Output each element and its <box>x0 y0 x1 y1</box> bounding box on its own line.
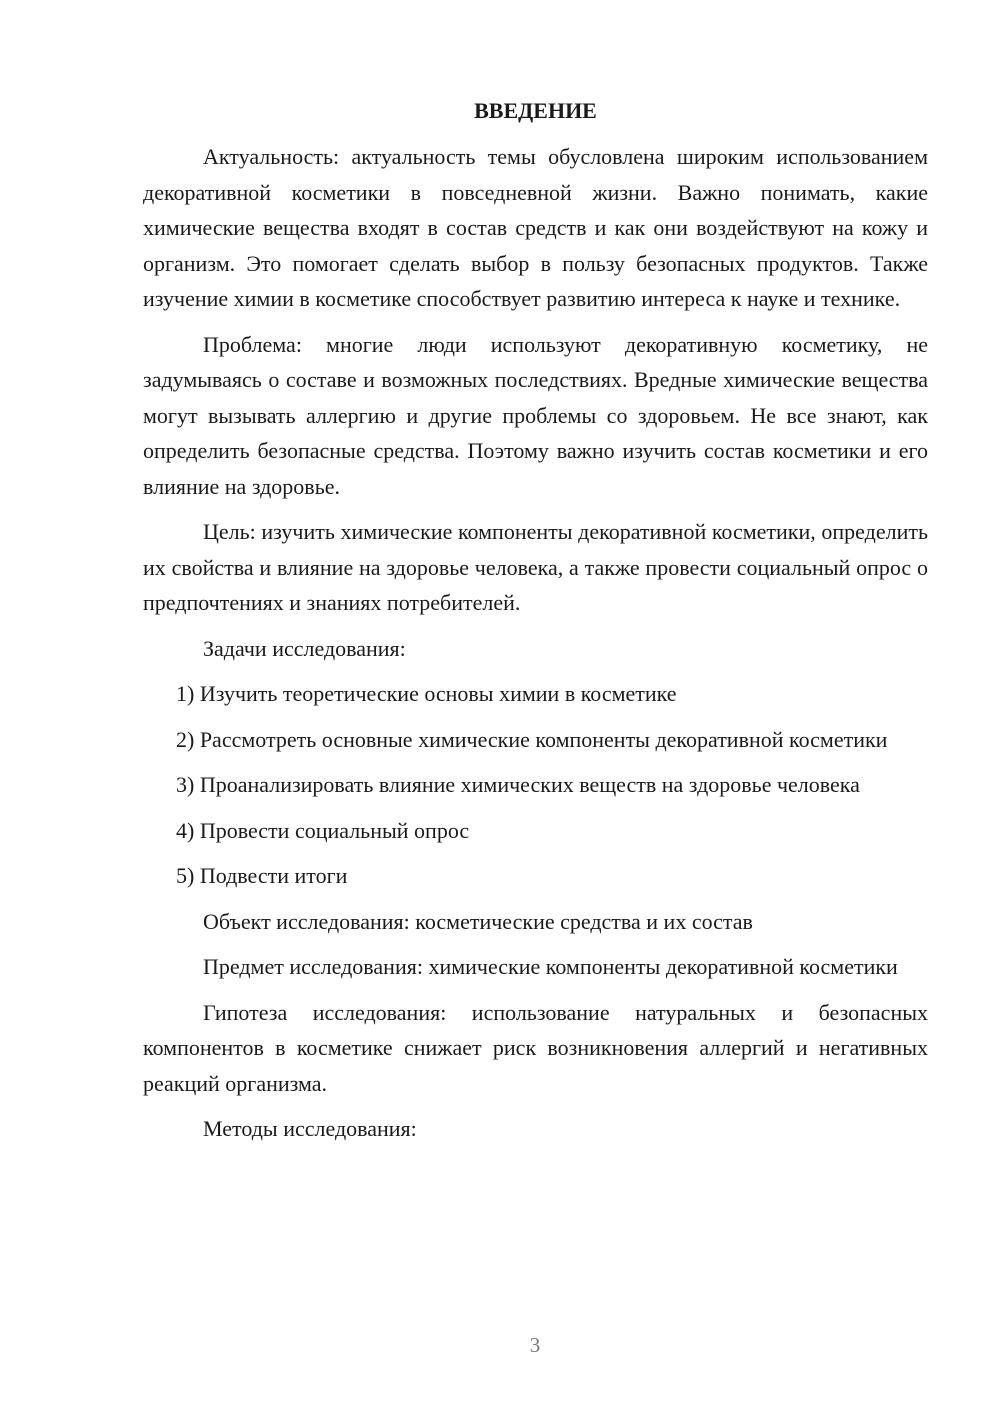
methods-paragraph: Методы исследования: <box>203 1116 417 1141</box>
task-item-2: 2) Рассмотреть основные химические компоненты декоративной косметики <box>176 726 888 752</box>
task-item-1: 1) Изучить теоретические основы химии в косметике <box>176 681 677 706</box>
task-item-4: 4) Провести социальный опрос <box>176 817 470 843</box>
relevance-paragraph: Актуальность: актуальность темы обусловлена широким использованием декоративной косметики в повседневной жизни. Важно понимать, какие химические вещества входят в состав средств и как они воздействуют на кожу и организм. Это помогает сделать выбор в пользу безопасных продуктов. Также изучение химии в косметике способствует развитию интереса к науке и технике. <box>143 144 928 311</box>
goal-paragraph: Цель: изучить химические компоненты декоративной косметики, определить их свойства и влияние на здоровье человека, а также провести социальный опрос о предпочтениях и знаниях потребителей. <box>143 519 928 615</box>
tasks-heading: Задачи исследования: <box>203 635 406 661</box>
problem-paragraph: Проблема: многие люди используют декоративную косметику, не задумываясь о составе и возможных последствиях. Вредные химические вещества могут вызывать аллергию и другие проблемы со здоровьем. Не все знают, как определить безопасные средства. Поэтому важно изучить состав косметики и его влияние на здоровье. <box>143 331 928 499</box>
page-content <box>143 96 928 1157</box>
page-number: 3 <box>529 1333 541 1357</box>
subject-paragraph: Предмет исследования: химические компоненты декоративной косметики <box>203 954 898 979</box>
task-item-5: 5) Подвести итоги <box>176 863 348 888</box>
task-item-3: 3) Проанализировать влияние химических веществ на здоровье человека <box>176 772 860 797</box>
section-title: ВВЕДЕНИЕ <box>474 98 597 123</box>
hypothesis-paragraph: Гипотеза исследования: использование натуральных и безопасных компонентов в косметике снижает риск возникновения аллергий и негативных реакций организма. <box>143 999 928 1096</box>
object-paragraph: Объект исследования: косметические средства и их состав <box>203 908 753 934</box>
